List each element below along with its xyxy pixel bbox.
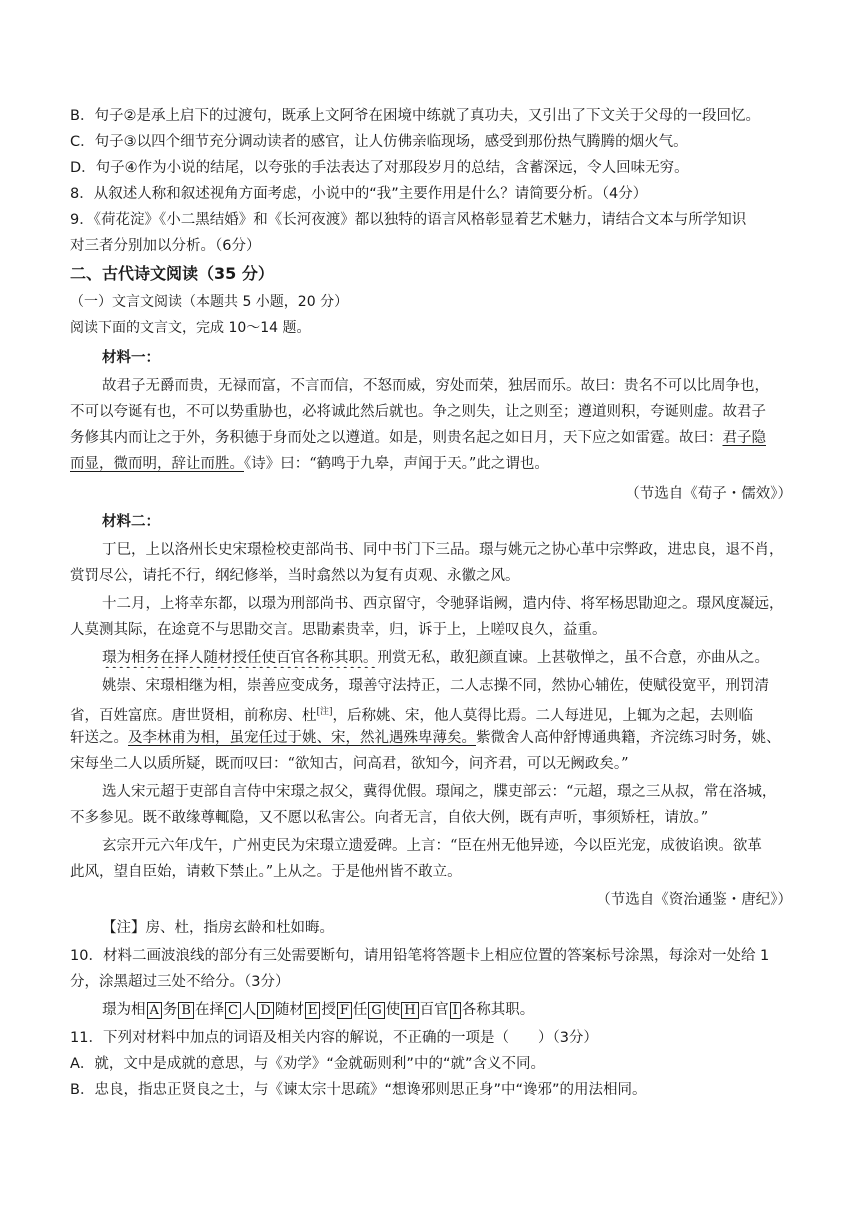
underlined-text: 及李林甫为相，虽宠任过于姚、宋，然礼遇殊卑薄矣。 xyxy=(128,730,476,746)
material-2-line: 不多参见。既不敢缘尊輒隐，又不愿以私害公。向者无言，自依大例，既有声听，事须矫枉，请放。” xyxy=(70,810,709,826)
break-option-i[interactable]: I xyxy=(450,1002,461,1019)
reading-instruction: 阅读下面的文言文，完成 10～14 题。 xyxy=(70,320,311,336)
material-2-line xyxy=(70,702,792,726)
sentence-break-options xyxy=(102,1000,792,1020)
text-span: 璟为相 xyxy=(102,1002,146,1018)
question-11: 11．下列对材料中加点的词语及相关内容的解说，不正确的一项是（ ）（3分） xyxy=(70,1030,598,1046)
question-8: 8．从叙述人称和叙述视角方面考虑，小说中的“我”主要作用是什么？请简要分析。（4分） xyxy=(70,186,648,202)
material-2-line: 玄宗开元六年戊午，广州吏民为宋璟立遗爱碑。上言：“臣在州无他异迹，今以臣光宠，成彼谄谀。欲革 xyxy=(102,838,762,854)
section-heading: 二、古代诗文阅读（35 分） xyxy=(70,264,274,283)
option-d: D．句子④作为小说的结尾，以夸张的手法表达了对那段岁月的总结，含蓄深远，令人回味无穷。 xyxy=(70,160,689,176)
question-10: 10．材料二画波浪线的部分有三处需要断句，请用铅笔将答题卡上相应位置的答案标号涂黑，每涂对一处给 1 xyxy=(70,948,770,964)
text-span: 人 xyxy=(241,1002,257,1018)
break-option-e[interactable]: E xyxy=(305,1002,321,1019)
text-span: 《诗》曰：“鹤鸣于九皋，声闻于天。”此之谓也。 xyxy=(244,456,549,472)
material-2-line: 此风，望自臣始，请敕下禁止。”上从之。于是他州皆不敢立。 xyxy=(70,864,462,880)
wavy-underlined-text: 璟为相务在择人随材授任使百官各称其职。 xyxy=(102,650,378,666)
text-span: 使 xyxy=(385,1002,401,1018)
option-b: B．句子②是承上启下的过渡句，既承上文阿爷在困境中练就了真功夫，又引出了下文关于父母的一段回忆。 xyxy=(70,108,760,124)
break-option-b[interactable]: B xyxy=(178,1002,194,1019)
text-span: 在择 xyxy=(194,1002,224,1018)
material-2-label: 材料二： xyxy=(102,514,160,530)
option-a: A．就，文中是成就的意思，与《劝学》“金就砺则利”中的“就”含义不同。 xyxy=(70,1056,545,1072)
footnote: 【注】房、杜，指房玄龄和杜如晦。 xyxy=(102,920,334,936)
break-option-h[interactable]: H xyxy=(401,1002,418,1019)
text-span: 随材 xyxy=(274,1002,304,1018)
break-option-d[interactable]: D xyxy=(257,1002,273,1019)
question-9-cont: 对三者分别加以分析。（6分） xyxy=(70,238,261,254)
text-span: 授 xyxy=(321,1002,336,1018)
material-2-line: 丁巳，上以洛州长史宋璟检校吏部尚书、同中书门下三品。璟与姚元之协心革中宗弊政，进忠良，退不肖， xyxy=(102,542,784,558)
material-2-line xyxy=(102,648,792,668)
break-option-g[interactable]: G xyxy=(368,1002,384,1019)
text-span: 务 xyxy=(162,1002,178,1018)
question-9: 9．《荷花淀》《小二黑结婚》和《长河夜渡》都以独特的语言风格彰显着艺术魅力，请结合文本与所学知识 xyxy=(70,212,747,228)
text-span: ，后称姚、宋，他人莫得比焉。二人每进见，上辄为之起，去则临 xyxy=(332,707,754,724)
material-2-line xyxy=(70,728,792,748)
text-span: 紫微舍人高仲舒博通典籍，齐浣练习时务，姚、 xyxy=(476,730,781,746)
material-1-line xyxy=(70,428,792,448)
subsection-title: （一）文言文阅读（本题共 5 小题，20 分） xyxy=(70,294,349,310)
footnote-marker: [注] xyxy=(316,707,333,717)
material-2-line: 宋每坐二人以质所疑，既而叹曰：“欲知古，问高君，欲知今，问齐君，可以无阙政矣。” xyxy=(70,756,629,772)
break-option-f[interactable]: F xyxy=(337,1002,352,1019)
material-2-line: 姚崇、宋璟相继为相，崇善应变成务，璟善守法持正，二人志操不同，然协心辅佐，使赋役宽平，刑罚清 xyxy=(102,678,769,694)
underlined-text: 而显，微而明，辞让而胜。 xyxy=(70,456,244,472)
material-2-line: 选人宋元超于吏部自言侍中宋璟之叔父，冀得优假。璟闻之，牒吏部云：“元超，璟之三从叔，常在洛城， xyxy=(102,784,777,800)
underlined-text: 君子隐 xyxy=(722,430,766,446)
text-span: 各称其职。 xyxy=(461,1002,535,1018)
text-span: 务修其内而让之于外，务积德于身而处之以遵道。如是，则贵名起之如日月，天下应之如雷霆。故曰： xyxy=(70,430,723,446)
text-span: 省，百姓富庶。唐世贤相，前称房、杜 xyxy=(70,707,317,724)
source-citation: （节选自《资治通鉴・唐纪》） xyxy=(596,892,792,908)
break-option-c[interactable]: C xyxy=(225,1002,241,1019)
text-span: 轩送之。 xyxy=(70,730,128,746)
material-1-line: 不可以夸诞有也，不可以势重胁也，必将诚此然后就也。争之则失，让之则至；遵道则积，夸诞则虚。故君子 xyxy=(70,404,766,420)
break-option-a[interactable]: A xyxy=(147,1002,162,1019)
text-span: 任 xyxy=(352,1002,368,1018)
option-b: B．忠良，指忠正贤良之士，与《谏太宗十思疏》“想谗邪则思正身”中“谗邪”的用法相同。 xyxy=(70,1082,647,1098)
material-2-line: 赏罚尽公，请托不行，纲纪修举，当时翕然以为复有贞观、永徽之风。 xyxy=(70,568,520,584)
source-citation: （节选自《荀子・儒效》） xyxy=(625,486,792,502)
material-1-line: 故君子无爵而贵，无禄而富，不言而信，不怒而威，穷处而荣，独居而乐。故曰：贵名不可以比周争也， xyxy=(102,378,769,394)
option-c: C．句子③以四个细节充分调动读者的感官，让人仿佛亲临现场，感受到那份热气腾腾的烟火气。 xyxy=(70,134,688,150)
material-1-line xyxy=(70,454,792,474)
material-1-label: 材料一： xyxy=(102,350,160,366)
text-span: 百官 xyxy=(419,1002,449,1018)
material-2-line: 十二月，上将幸东都，以璟为刑部尚书、西京留守，令驰驿诣阙，遣内侍、将军杨思勖迎之。璟风度凝远， xyxy=(102,596,784,612)
material-2-line: 人莫测其际，在途竟不与思勖交言。思勖素贵幸，归，诉于上，上嗟叹良久，益重。 xyxy=(70,622,607,638)
text-span: 刑赏无私，敢犯颜直谏。上甚敬惮之，虽不合意，亦曲从之。 xyxy=(377,650,769,666)
question-10-cont: 分，涂黑超过三处不给分。（3分） xyxy=(70,974,290,990)
